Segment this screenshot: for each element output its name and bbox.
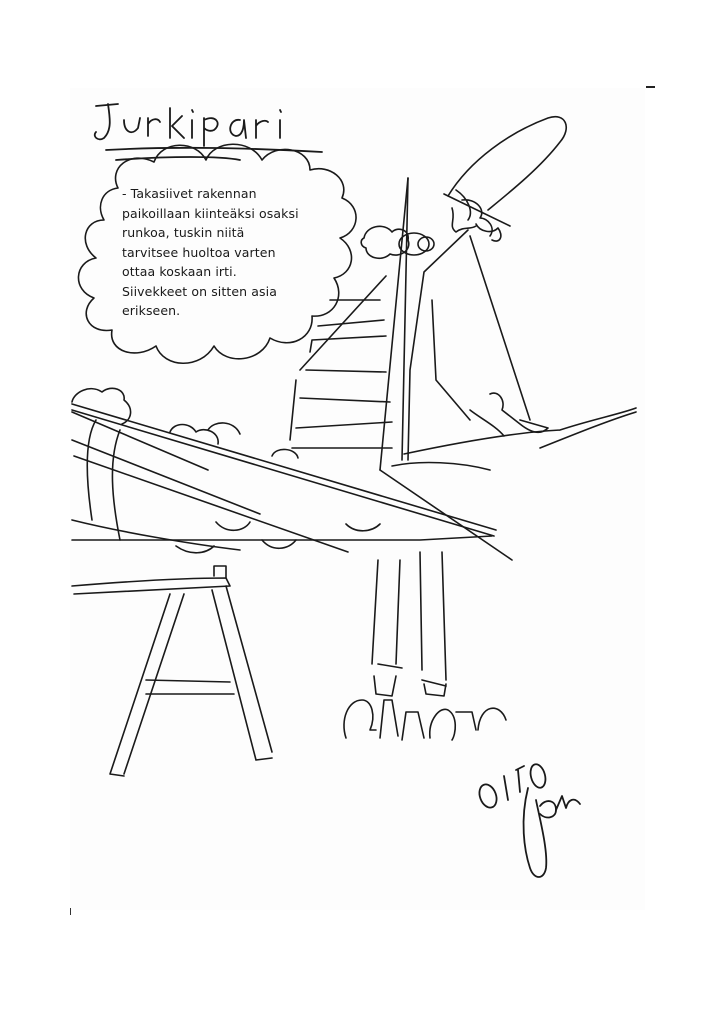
handwritten-title — [95, 104, 322, 160]
wing-rolls — [72, 388, 636, 560]
sawhorse — [72, 566, 272, 776]
person-figure — [372, 117, 566, 696]
speech-bubble-text: - Takasiivet rakennan paikoillaan kiinteäksi osaksi runkoa, tuskin niitä tarvitsee huoltoa varten ottaa koskaan irti. Siivekkeet on sitten asia erikseen. — [122, 186, 299, 318]
date-signature — [476, 763, 580, 877]
boots — [344, 700, 506, 740]
